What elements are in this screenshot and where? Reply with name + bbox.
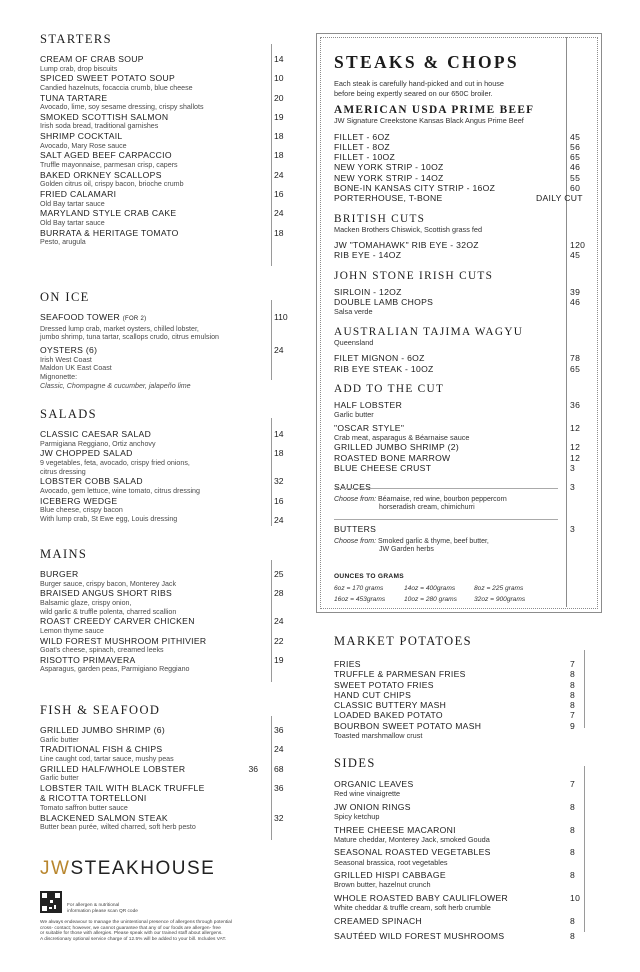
item-price: 78 (570, 353, 581, 364)
sides-divider (584, 766, 585, 932)
item-price: 46 (570, 296, 581, 307)
usda-desc: JW Signature Creekstone Kansas Black Angus Prime Beef (334, 116, 524, 125)
menu-item-salmon (40, 813, 286, 832)
item-price: 24 (274, 208, 284, 219)
potatoes-title: MARKET POTATOES (334, 634, 472, 648)
on-ice-divider (271, 300, 272, 380)
oz-cell: 16oz = 453grams (334, 596, 386, 604)
menu-item-seafood-tower (40, 312, 286, 342)
item-price: 18 (274, 131, 284, 142)
oz-cell: 8oz = 225 grams (474, 585, 524, 593)
item-price: 8 (570, 847, 576, 858)
item-name: BAKED ORKNEY SCALLOPS (40, 169, 162, 180)
jw-steakhouse-logo (40, 858, 286, 880)
item-price: 24 (274, 616, 284, 627)
menu-item (334, 353, 584, 363)
menu-item-lamb-chops (334, 297, 584, 307)
item-name: RIB EYE - 14OZ (334, 250, 402, 261)
item-price: 36 (274, 725, 284, 735)
menu-item (40, 150, 286, 169)
menu-item-creamed-spinach (334, 916, 584, 926)
disclaimer-line: We always endeavour to manage the unintentional presence of allergens through potential (40, 920, 232, 925)
item-desc: Lump crab, drop biscuits (40, 64, 118, 73)
menu-item (334, 779, 584, 789)
fish-title: FISH & SEAFOOD (40, 703, 161, 717)
potatoes-section (334, 634, 584, 741)
sides-section (334, 756, 584, 941)
item-name: BONE-IN KANSAS CITY STRIP - 16OZ (334, 182, 496, 193)
menu-item (334, 710, 584, 720)
item-desc: Red wine vinaigrette (334, 789, 401, 799)
mains-section (40, 547, 286, 674)
item-desc: Salsa verde (334, 307, 373, 317)
item-price: 16 (274, 495, 284, 506)
options-text: Béarnaise, red wine, bourbon peppercorn (377, 495, 507, 503)
item-desc: White cheddar & truffle cream, soft herb crumble (334, 903, 491, 913)
starters-section (40, 32, 286, 247)
menu-item (40, 54, 286, 73)
menu-item (334, 802, 584, 812)
item-desc: With lump crab, St Ewe egg, Louis dressing (40, 514, 178, 523)
item-name: JW "TOMAHAWK" RIB EYE - 32OZ (334, 240, 479, 251)
item-price: 3 (570, 524, 576, 535)
item-price: 18 (274, 448, 284, 459)
item-name: CLASSIC CAESAR SALAD (40, 429, 152, 439)
menu-item-lobster-tail (40, 783, 286, 813)
item-desc: Brown butter, hazelnut crunch (334, 880, 431, 890)
menu-item-iceberg (40, 496, 286, 524)
item-name: FILET MIGNON - 6OZ (334, 353, 425, 364)
item-price: 110 (274, 312, 288, 322)
menu-item (334, 870, 584, 880)
menu-item-caesar (40, 429, 286, 448)
item-desc: Burger sauce, crispy bacon, Monterey Jack (40, 579, 177, 588)
item-name: LOBSTER COBB SALAD (40, 476, 143, 487)
item-desc: Mature cheddar, Monterey Jack, smoked Gouda (334, 834, 490, 844)
item-name: FRIES (334, 659, 361, 669)
menu-item (334, 893, 584, 903)
item-desc: Candied hazelnuts, focaccia crumb, blue cheese (40, 83, 193, 92)
item-name: "OSCAR STYLE" (334, 422, 405, 433)
item-name: ORGANIC LEAVES (334, 779, 414, 789)
item-desc-row (40, 515, 246, 524)
menu-item (334, 183, 584, 193)
menu-item-jw-chopped (40, 448, 286, 476)
item-name: BUTTERS (334, 524, 377, 535)
menu-item-burger (40, 569, 286, 588)
menu-item-lobster (40, 764, 286, 783)
choose-label: Choose from: (334, 537, 377, 545)
item-price: 18 (274, 227, 284, 238)
menu-item (40, 131, 286, 150)
item-name: THREE CHEESE MACARONI (334, 824, 456, 835)
item-price: 9 (570, 720, 576, 731)
item-name: SWEET POTATO FRIES (334, 679, 434, 690)
menu-item (334, 240, 584, 250)
qr-text: For allergen & nutritional (67, 903, 120, 908)
british-desc: Macken Brothers Chiswick, Scottish grass fed (334, 224, 483, 234)
item-price: 32 (274, 476, 284, 487)
item-desc: Avocado, lime, soy sesame dressing, crispy shallots (40, 103, 204, 112)
add-title: ADD TO THE CUT (334, 382, 445, 395)
item-price: 8 (570, 915, 576, 926)
item-price: 25 (274, 569, 284, 579)
item-name: FILLET - 10OZ (334, 152, 396, 163)
menu-item-blue-cheese-crust (334, 463, 584, 473)
item-name: NEW YORK STRIP - 14OZ (334, 172, 444, 183)
item-name: BLUE CHEESE CRUST (334, 463, 432, 474)
item-name: GRILLED JUMBO SHRIMP (2) (334, 442, 459, 453)
item-name: SIRLOIN - 12OZ (334, 286, 402, 297)
item-name: GRILLED HALF/WHOLE LOBSTER (40, 763, 186, 774)
salads-section (40, 407, 286, 524)
qr-text: information please scan QR code (67, 908, 138, 914)
item-price: 24 (274, 345, 284, 356)
menu-item-pithivier (40, 636, 286, 655)
item-name: FILLET - 8OZ (334, 141, 390, 152)
item-desc: citrus dressing (40, 467, 86, 476)
item-name: GRILLED JUMBO SHRIMP (6) (40, 725, 165, 735)
menu-item (40, 73, 286, 92)
irish-title: JOHN STONE IRISH CUTS (334, 269, 494, 282)
item-desc: Pesto, arugula (40, 238, 86, 247)
item-price: 7 (570, 779, 576, 789)
menu-item (334, 700, 584, 710)
item-price: DAILY CUT (536, 193, 583, 204)
menu-item-mushrooms (334, 931, 584, 941)
item-desc: Maldon UK East Coast (40, 364, 112, 373)
item-name: HAND CUT CHIPS (334, 689, 412, 700)
item-desc: Garlic butter (40, 774, 79, 783)
item-price: 45 (570, 131, 581, 142)
menu-item (40, 112, 286, 131)
item-price: 60 (570, 182, 581, 193)
item-desc: Butter bean purée, wilted charred, soft herb pesto (40, 823, 196, 832)
sauces-divider (334, 488, 558, 489)
mains-divider (271, 560, 272, 682)
item-price-whole: 68 (274, 763, 284, 774)
item-desc: Asparagus, garden peas, Parmigiano Reggiano (40, 665, 190, 674)
menu-item-half-lobster (334, 400, 584, 410)
butters-divider (334, 519, 558, 520)
item-price: 19 (274, 111, 284, 122)
item-desc: Balsamic glaze, crispy onion, (40, 598, 132, 607)
item-price-half: 36 (248, 763, 258, 774)
item-name: FRIED CALAMARI (40, 189, 117, 200)
menu-item-jumbo-shrimp (40, 725, 286, 744)
item-name: JW ONION RINGS (334, 801, 411, 812)
item-name: BRAISED ANGUS SHORT RIBS (40, 588, 173, 599)
steaks-section (334, 52, 584, 605)
item-desc: Classic, Chompagne & cucumber, jalapeño lime (40, 381, 191, 390)
item-name: DOUBLE LAMB CHOPS (334, 296, 434, 307)
item-name: OYSTERS (6) (40, 345, 98, 356)
item-price: 20 (274, 92, 284, 103)
item-name: JW CHOPPED SALAD (40, 448, 133, 459)
item-name: MARYLAND STYLE CRAB CAKE (40, 208, 177, 219)
menu-item (334, 680, 584, 690)
options-text: JW Garden herbs (379, 546, 434, 554)
item-name: LOADED BAKED POTATO (334, 710, 443, 721)
item-price: 10 (274, 73, 284, 84)
item-price: 7 (570, 710, 576, 721)
item-name: CREAMED SPINACH (334, 915, 423, 926)
item-desc: 9 vegetables, feta, avocado, crispy fried onions, (40, 458, 190, 467)
ounces-title: OUNCES TO GRAMS (334, 573, 404, 581)
item-desc: Truffle mayonnaise, parmesan crisp, capers (40, 160, 178, 169)
on-ice-title: ON ICE (40, 290, 90, 304)
item-price: 32 (274, 812, 284, 823)
item-name: RIB EYE STEAK - 10OZ (334, 363, 434, 374)
logo-jw: JW (40, 858, 71, 879)
menu-item-sirloin (334, 287, 584, 297)
starters-title: STARTERS (40, 32, 112, 46)
on-ice-section (40, 290, 286, 391)
item-price: 45 (570, 250, 581, 261)
usda-title: AMERICAN USDA PRIME BEEF (334, 104, 535, 116)
salads-title: SALADS (40, 407, 98, 421)
item-price: 46 (570, 162, 581, 173)
fish-divider (271, 716, 272, 840)
steaks-intro: Each steak is carefully hand-picked and cut in house (334, 79, 504, 88)
item-price: 24 (274, 169, 284, 180)
menu-item (40, 189, 286, 208)
item-name: ROASTED BONE MARROW (334, 452, 451, 463)
item-name: WILD FOREST MUSHROOM PITHIVIER (40, 635, 207, 646)
item-name: BURRATA & HERITAGE TOMATO (40, 227, 179, 238)
menu-item (334, 669, 584, 679)
item-price: 12 (570, 422, 581, 433)
menu-item (334, 847, 584, 857)
menu-item (334, 173, 584, 183)
item-price: 14 (274, 429, 284, 439)
item-name: SMOKED SCOTTISH SALMON (40, 111, 169, 122)
ounces-table (334, 583, 584, 605)
sides-title: SIDES (334, 756, 376, 770)
item-price: 28 (274, 588, 284, 599)
item-desc: Old Bay tartar sauce (40, 218, 105, 227)
menu-item-fish-chips (40, 744, 286, 763)
item-desc: Irish soda bread, traditional garnishes (40, 122, 159, 131)
item-name: LOBSTER TAIL WITH BLACK TRUFFLE (40, 782, 205, 793)
item-desc: Crab meat, asparagus & Béarnaise sauce (334, 432, 470, 442)
item-name: SEASONAL ROASTED VEGETABLES (334, 847, 491, 858)
item-price: 24 (274, 744, 284, 755)
item-price: 8 (570, 824, 576, 835)
menu-item-porterhouse (334, 193, 584, 203)
item-price: 8 (570, 669, 576, 680)
british-title: BRITISH CUTS (334, 212, 426, 225)
item-price: 36 (274, 782, 284, 793)
item-desc: Seasonal brassica, root vegetables (334, 857, 448, 867)
menu-item (334, 250, 584, 260)
item-desc: Irish West Coast (40, 355, 92, 364)
menu-item (334, 142, 584, 152)
menu-item-oysters (40, 345, 286, 391)
menu-item-risotto (40, 655, 286, 674)
item-name: CLASSIC BUTTERY MASH (334, 700, 447, 711)
item-price: 3 (570, 463, 576, 474)
item-price: 8 (570, 870, 576, 881)
item-price: 22 (274, 635, 284, 646)
item-name: SAUTÉED WILD FOREST MUSHROOMS (334, 931, 505, 942)
item-price: 18 (274, 150, 284, 161)
salads-divider (271, 418, 272, 526)
item-name: & RICOTTA TORTELLONI (40, 793, 147, 804)
butters-options (334, 538, 584, 547)
menu-item (334, 152, 584, 162)
item-price: 8 (570, 801, 576, 812)
item-desc: Tomato saffron butter sauce (40, 803, 128, 812)
menu-item (334, 690, 584, 700)
menu-item (40, 208, 286, 227)
item-name: GRILLED HISPI CABBAGE (334, 870, 446, 881)
item-desc: Toasted marshmallow crust (334, 731, 423, 741)
item-price: 12 (570, 452, 581, 463)
item-desc: jumbo shrimp, tuna tartar, scallops crudo, citrus emulsion (40, 333, 219, 342)
menu-item (334, 721, 584, 731)
item-desc: Mignonette: (40, 373, 78, 382)
item-desc: Parmigiana Reggiano, Ortiz anchovy (40, 439, 156, 448)
item-price: 10 (570, 892, 581, 903)
starters-divider (271, 44, 272, 266)
item-name: PORTERHOUSE, T-BONE (334, 193, 443, 204)
item-price: 19 (274, 654, 284, 665)
mains-title: MAINS (40, 547, 88, 561)
fish-section (40, 703, 286, 832)
item-price: 14 (274, 54, 284, 64)
item-price: 8 (570, 679, 576, 690)
item-name: TRADITIONAL FISH & CHIPS (40, 744, 163, 755)
item-desc: Avocado, Mary Rose sauce (40, 141, 127, 150)
item-price: 8 (570, 931, 576, 942)
disclaimer-line: or suitable for those with allergies. Please speak with our trained staff about allergens. (40, 931, 223, 937)
item-price: 55 (570, 172, 581, 183)
item-desc: Dressed lump crab, market oysters, chilled lobster, (40, 324, 199, 333)
menu-item-butters (334, 524, 584, 534)
oz-cell: 32oz = 900grams (474, 596, 526, 604)
choose-label: Choose from: (334, 495, 377, 503)
menu-item-short-ribs (40, 588, 286, 616)
menu-item-chicken (40, 616, 286, 635)
menu-item-add-shrimp (334, 442, 584, 452)
item-name: HALF LOBSTER (334, 399, 403, 410)
item-name: BOURBON SWEET POTATO MASH (334, 720, 482, 731)
item-price: 24 (274, 514, 284, 525)
menu-item (40, 93, 286, 112)
item-price: 8 (570, 700, 576, 711)
item-name: FILLET - 6OZ (334, 131, 390, 142)
item-desc: Lemon thyme sauce (40, 626, 104, 635)
item-name: SALT AGED BEEF CARPACCIO (40, 150, 172, 161)
menu-item (40, 170, 286, 189)
item-name: BURGER (40, 569, 79, 579)
item-price: 65 (570, 363, 581, 374)
item-price: 36 (570, 399, 581, 410)
item-price: 65 (570, 152, 581, 163)
item-name: SHRIMP COCKTAIL (40, 131, 123, 142)
options-text: Smoked garlic & thyme, beef butter, (377, 537, 489, 545)
item-name: SPICED SWEET POTATO SOUP (40, 73, 176, 84)
item-name: WHOLE ROASTED BABY CAULIFLOWER (334, 892, 509, 903)
menu-item (334, 132, 584, 142)
menu-item (334, 659, 584, 669)
oz-cell: 14oz = 400grams (404, 585, 456, 593)
item-price: 16 (274, 189, 284, 200)
oz-cell: 6oz = 170 grams (334, 585, 384, 593)
disclaimer (40, 920, 290, 942)
item-price: 12 (570, 442, 581, 453)
item-price: 8 (570, 689, 576, 700)
menu-item (334, 162, 584, 172)
qr-caption (67, 903, 227, 914)
item-name: ICEBERG WEDGE (40, 495, 118, 506)
menu-item-bone-marrow (334, 453, 584, 463)
item-desc: Spicy ketchup (334, 812, 380, 822)
item-name: TUNA TARTARE (40, 92, 108, 103)
qr-code-icon (40, 891, 62, 913)
oz-cell: 10oz = 280 grams (404, 596, 457, 604)
item-desc: Golden citrus oil, crispy bacon, brioche crumb (40, 180, 184, 189)
item-price: 7 (570, 659, 576, 669)
item-desc: Blue cheese, crispy bacon (40, 506, 123, 515)
item-desc: Line caught cod, tartar sauce, mushy peas (40, 754, 174, 763)
menu-item (334, 364, 584, 374)
steaks-intro: before being expertly seared on our 650C broiler. (334, 88, 493, 98)
item-desc: Garlic butter (40, 735, 79, 744)
menu-item (40, 228, 286, 247)
item-name: BLACKENED SALMON STEAK (40, 812, 168, 823)
item-name: SEAFOOD TOWER (40, 312, 120, 322)
item-price: 39 (570, 286, 581, 297)
logo-text: STEAKHOUSE (70, 858, 216, 879)
item-name: ROAST CREEDY CARVER CHICKEN (40, 616, 195, 627)
wagyu-desc: Queensland (334, 337, 374, 347)
item-desc: Avocado, gem lettuce, wine tomato, citrus dressing (40, 486, 200, 495)
menu-item-lobster-cobb (40, 476, 286, 495)
item-desc: Goat's cheese, spinach, creamed leeks (40, 646, 164, 655)
potatoes-divider (584, 650, 585, 728)
wagyu-title: AUSTRALIAN TAJIMA WAGYU (334, 325, 524, 338)
item-price: 3 (570, 482, 576, 493)
item-name: CREAM OF CRAB SOUP (40, 54, 144, 64)
options-text: horseradish cream, chimichurri (379, 504, 475, 512)
item-name: TRUFFLE & PARMESAN FRIES (334, 669, 466, 680)
item-name: RISOTTO PRIMAVERA (40, 654, 136, 665)
sauces-options (334, 496, 584, 505)
item-name: NEW YORK STRIP - 10OZ (334, 162, 444, 173)
item-price: 120 (570, 240, 586, 251)
menu-item (334, 825, 584, 835)
item-desc: wild garlic & truffle polenta, charred scallion (40, 607, 177, 616)
disclaimer-line: A discretionary optional service charge of 12.5% will be added to your bill. Includes VAT. (40, 936, 227, 942)
menu-item-oscar (334, 423, 584, 433)
item-note: (FOR 2) (122, 316, 147, 322)
item-price: 56 (570, 141, 581, 152)
steaks-title: STEAKS & CHOPS (334, 52, 519, 72)
item-desc: Garlic butter (334, 410, 374, 420)
item-desc: Old Bay tartar sauce (40, 199, 105, 208)
disclaimer-line: cross- contact; however, we cannot guarantee that any of our foods are allergen- free (40, 925, 221, 931)
